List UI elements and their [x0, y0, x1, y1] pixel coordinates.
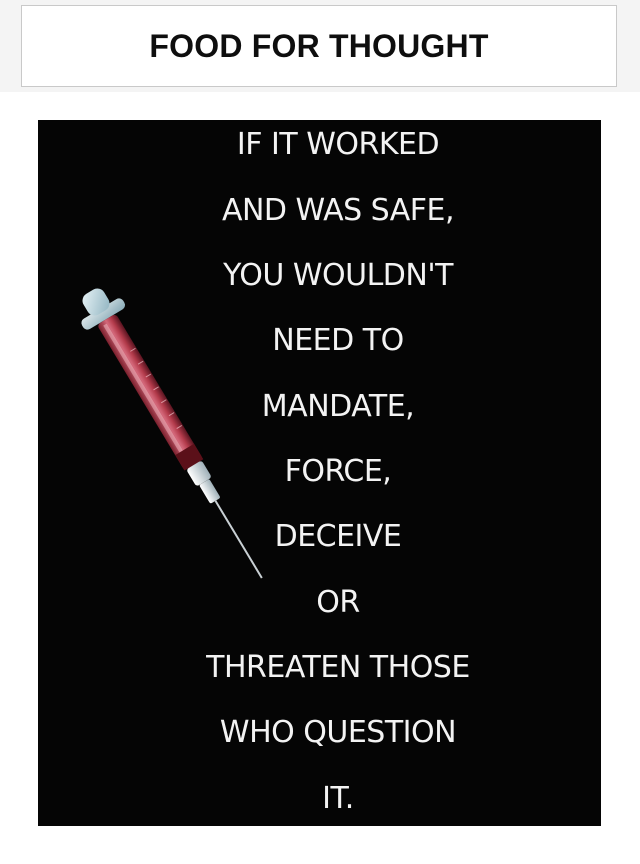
- poster-line: YOU WOULDN'T: [223, 258, 453, 293]
- poster-line: AND WAS SAFE,: [221, 193, 455, 228]
- poster-line: FORCE,: [284, 454, 392, 489]
- meme-poster-image[interactable]: [38, 120, 601, 826]
- poster-line: IF IT WORKED: [236, 127, 440, 162]
- poster-line: THREATEN THOSE: [206, 650, 470, 685]
- poster-line: IT.: [322, 781, 354, 816]
- poster-line: NEED TO: [272, 323, 404, 358]
- title-banner: [21, 5, 617, 87]
- poster-line: OR: [316, 585, 360, 620]
- poster-text-block: [188, 120, 488, 826]
- poster-line: WHO QUESTION: [219, 715, 457, 750]
- poster-line: DECEIVE: [274, 519, 402, 554]
- page-title: FOOD FOR THOUGHT: [149, 27, 489, 64]
- poster-line: MANDATE,: [261, 389, 415, 424]
